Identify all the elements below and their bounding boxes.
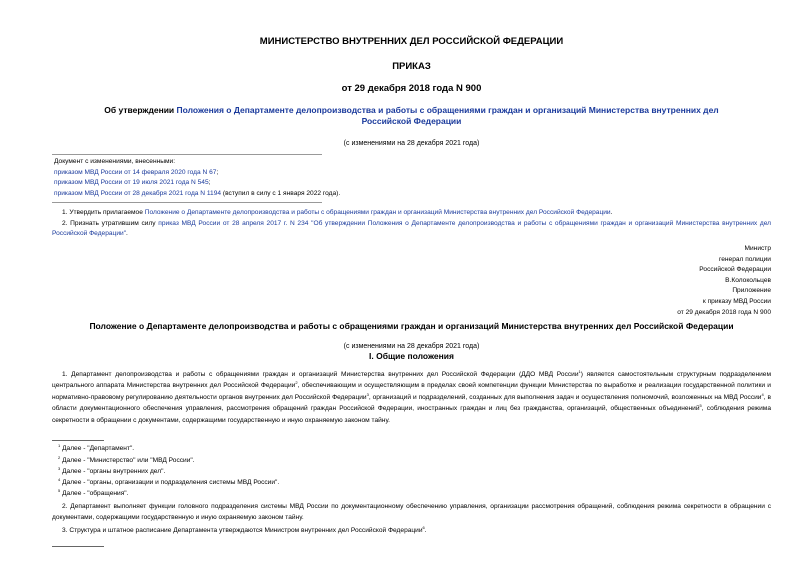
signature-line: Министр [744, 245, 771, 253]
order-paragraph-2 [52, 219, 771, 239]
footnote-text: Далее - "органы, организации и подразделения системы МВД России". [62, 479, 280, 487]
change-suffix: ; [216, 168, 219, 176]
signature-line: генерал полиции [718, 255, 771, 263]
footnote [58, 455, 771, 466]
change-suffix: ; [208, 179, 211, 187]
p1-text: , обеспечивающим и осуществляющим в пределах своей компетенции функции Министерства по выработке и реализации государственной политики и нормативно-правовому регулированию деятельности органов внутренних дел Российской Федерации [52, 382, 771, 401]
appendix-block [52, 286, 771, 318]
regulation-paragraph-1 [52, 369, 771, 427]
p1-text: , организаций и подразделений, созданных для выполнения задач и осуществления полномочий, возложенных на МВД России [368, 393, 762, 401]
signature-line: В.Колокольцев [725, 276, 771, 284]
footnote-mark: 5 [58, 488, 61, 494]
p3-text: 3. Структура и штатное расписание Департамента утверждаются Министром внутренних дел Российской Федерации [62, 526, 423, 534]
footnote-text: Далее - "Министерство" или "МВД России". [62, 456, 195, 464]
order-p2-link[interactable]: приказ МВД России от 28 апреля 2017 г. N 234 "Об утверждении Положения о Департаменте делопроизводства и работы с обращениями граждан и организаций Министерства внутренних дел Российской Федерации" [52, 219, 772, 238]
doc-title-link[interactable]: Положения о Департаменте делопроизводства и работы с обращениями граждан и организаций Министерства внутренних дел Российской Федерации [176, 105, 719, 127]
doc-amended-note: (с изменениями на 28 декабря 2021 года) [343, 139, 480, 147]
changes-top-rule [52, 154, 322, 155]
footnote-mark: 1 [58, 443, 61, 449]
change-link[interactable]: приказом МВД России от 14 февраля 2020 года N 67 [54, 168, 217, 176]
changes-intro: Документ с изменениями, внесенными: [54, 158, 176, 166]
footnote-text: Далее - "Департамент". [62, 445, 135, 453]
p3-text: . [424, 526, 427, 534]
footnotes-rule [52, 440, 104, 441]
footnote-mark[interactable]: 4 [761, 391, 764, 397]
regulation-paragraph-2: 2. Департамент выполняет функции головного подразделения системы МВД России по документационному обеспечению управления, организации рассмотрения обращений, соблюдения режима секретности в обращении с документами, содержащими государственную и иную охраняемую законом тайну. [52, 503, 771, 521]
changes-block [52, 157, 771, 199]
signature-block [52, 244, 771, 286]
change-item [54, 178, 771, 189]
change-link[interactable]: приказом МВД России от 28 декабря 2021 года N 1194 [54, 189, 222, 197]
footnote-mark: 4 [58, 476, 61, 482]
section-heading: I. Общие положения [369, 351, 454, 362]
footnote-mark: 2 [58, 454, 61, 460]
order-paragraph-1 [52, 207, 771, 219]
appendix-line: к приказу МВД России [702, 298, 771, 306]
change-item [54, 168, 771, 179]
footnote [58, 477, 771, 488]
p1-text: 1. Департамент делопроизводства и работы с обращениями граждан и организаций Министерства внутренних дел Российской Федерации (ДДО МВД России [62, 370, 579, 378]
footnote-mark[interactable]: 5 [699, 403, 702, 409]
order-p1-prefix: 1. Утвердить прилагаемое [62, 209, 145, 217]
order-p2-prefix: 2. Признать утратившим силу [62, 219, 159, 227]
order-p2-suffix: . [126, 230, 128, 238]
doc-title [52, 105, 771, 126]
doc-title-prefix: Об утверждении [104, 105, 177, 116]
ministry-heading: МИНИСТЕРСТВО ВНУТРЕННИХ ДЕЛ РОССИЙСКОЙ ФЕДЕРАЦИИ [259, 36, 564, 47]
footnote [58, 443, 771, 454]
footnote-mark[interactable]: 6 [422, 524, 425, 530]
p1-text: ) является самостоятельным структурным подразделением центрального аппарата Министерства внутренних дел Российской Федерации [52, 370, 771, 390]
change-link[interactable]: приказом МВД России от 19 июля 2021 года N 545 [54, 179, 209, 187]
order-p1-suffix: . [610, 209, 613, 217]
change-item [54, 189, 771, 200]
regulation-paragraph-3 [52, 525, 771, 537]
doc-date-number: от 29 декабря 2018 года N 900 [341, 82, 482, 94]
p1-text: , в области документационного обеспечения управления, рассмотрения обращений граждан Российской Федерации, иностранных граждан и лиц без гражданства, организаций, общественных объединений [52, 393, 772, 413]
footnote-mark[interactable]: 2 [295, 380, 298, 386]
doc-type: ПРИКАЗ [392, 60, 431, 72]
p1-text: , соблюдения режима секретности в обращении с документами, содержащими государственную и иную охраняемую законом тайну. [52, 405, 771, 424]
footnote [58, 488, 771, 499]
footnote-text: Далее - "обращения". [62, 490, 129, 498]
footnotes-rule-2 [52, 546, 104, 547]
regulation-title: Положение о Департаменте делопроизводства и работы с обращениями граждан и организаций Министерства внутренних дел Российской Федерации [89, 321, 734, 332]
appendix-line: Приложение [732, 287, 771, 295]
regulation-amended-note: (с изменениями на 28 декабря 2021 года) [343, 342, 480, 350]
order-p1-link[interactable]: Положение о Департаменте делопроизводства и работы с обращениями граждан и организаций Министерства внутренних дел Российской Федерации [144, 209, 611, 217]
footnote-mark[interactable]: 1 [578, 368, 581, 374]
footnote-mark: 3 [58, 465, 61, 471]
changes-bottom-rule [52, 202, 322, 203]
signature-line: Российской Федерации [699, 266, 771, 274]
footnote-text: Далее - "органы внутренних дел". [62, 467, 166, 475]
footnote-mark[interactable]: 3 [366, 391, 369, 397]
footnote [58, 466, 771, 477]
footnotes-block [52, 443, 771, 499]
appendix-line: от 29 декабря 2018 года N 900 [677, 308, 771, 316]
change-suffix: (вступил в силу с 1 января 2022 года). [221, 189, 341, 197]
